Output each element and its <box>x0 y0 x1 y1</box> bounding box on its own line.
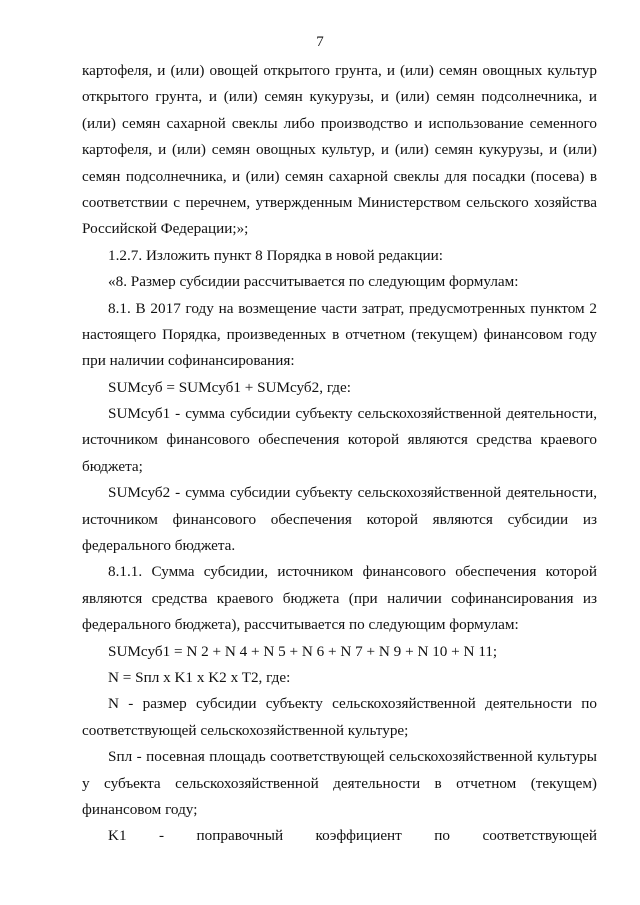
paragraph-spl-definition <box>82 744 597 823</box>
text-line: открытого грунта, и (или) семян кукурузы, и (или) семян подсолнечника, и <box>82 88 597 106</box>
text-line: финансовом году; <box>82 800 198 818</box>
text-line: 8.1.1. Сумма субсидии, источником финансового обеспечения которой <box>108 563 597 581</box>
formula-line: N = Sпл x K1 x K2 x T2, где: <box>108 668 291 686</box>
paragraph-n-definition <box>82 691 597 744</box>
text-line: соответствии с перечнем, утвержденным Министерством сельского хозяйства <box>82 193 597 211</box>
text-line: бюджета; <box>82 457 143 475</box>
text-line: N - размер субсидии субъекту сельскохозяйственной деятельности по <box>108 695 597 713</box>
paragraph-seed-list-continuation <box>82 58 597 243</box>
text-line: (или) семян сахарной свеклы либо производство и использование семенного <box>82 114 597 132</box>
text-line: 8.1. В 2017 году на возмещение части затрат, предусмотренных пунктом 2 <box>108 299 597 317</box>
text-line: источником финансового обеспечения которой являются субсидии из <box>82 510 597 528</box>
text-line: SUMсуб1 - сумма субсидии субъекту сельскохозяйственной деятельности, <box>108 405 597 423</box>
document-body <box>82 58 597 850</box>
formula-sumsub1 <box>82 639 597 665</box>
text-line: федерального бюджета), рассчитывается по следующим формулам: <box>82 616 519 634</box>
text-line: федерального бюджета. <box>82 537 236 555</box>
formula-line: SUMсуб1 = N 2 + N 4 + N 5 + N 6 + N 7 + N 9 + N 10 + N 11; <box>108 642 498 660</box>
text-line: настоящего Порядка, произведенных в отчетном (текущем) финансовом году <box>82 325 597 343</box>
text-line: 1.2.7. Изложить пункт 8 Порядка в новой редакции: <box>108 246 443 264</box>
paragraph-clause-8 <box>82 269 597 295</box>
paragraph-clause-8-1 <box>82 296 597 375</box>
paragraph-clause-8-1-1 <box>82 559 597 638</box>
text-line: «8. Размер субсидии рассчитывается по следующим формулам: <box>108 273 519 291</box>
text-line: картофеля, и (или) овощей открытого грунта, и (или) семян овощных культур <box>82 62 597 79</box>
paragraph-k1-definition <box>82 823 597 849</box>
formula-sum-total <box>82 375 597 401</box>
text-line: Российской Федерации;»; <box>82 220 249 238</box>
paragraph-clause-1-2-7 <box>82 243 597 269</box>
paragraph-sumsub1-definition <box>82 401 597 480</box>
text-line: Sпл - посевная площадь соответствующей сельскохозяйственной культуры <box>108 748 597 766</box>
formula-line: SUMсуб = SUMсуб1 + SUMсуб2, где: <box>108 378 351 396</box>
text-line: у субъекта сельскохозяйственной деятельности в отчетном (текущем) <box>82 774 597 792</box>
text-line: соответствующей сельскохозяйственной культуре; <box>82 721 409 739</box>
text-line: SUMсуб2 - сумма субсидии субъекту сельскохозяйственной деятельности, <box>108 484 597 502</box>
page-number: 7 <box>316 34 324 50</box>
text-line: картофеля, и (или) семян овощных культур, и (или) семян кукурузы, и (или) <box>82 141 597 159</box>
text-line: являются средства краевого бюджета (при наличии софинансирования из <box>82 589 597 607</box>
paragraph-sumsub2-definition <box>82 480 597 559</box>
text-line: семян подсолнечника, и (или) семян сахарной свеклы для посадки (посева) в <box>82 167 597 185</box>
text-line: при наличии софинансирования: <box>82 352 295 370</box>
text-line: источником финансового обеспечения которой являются средства краевого <box>82 431 597 449</box>
formula-n <box>82 665 597 691</box>
text-line: K1 - поправочный коэффициент по соответствующей <box>108 827 597 845</box>
